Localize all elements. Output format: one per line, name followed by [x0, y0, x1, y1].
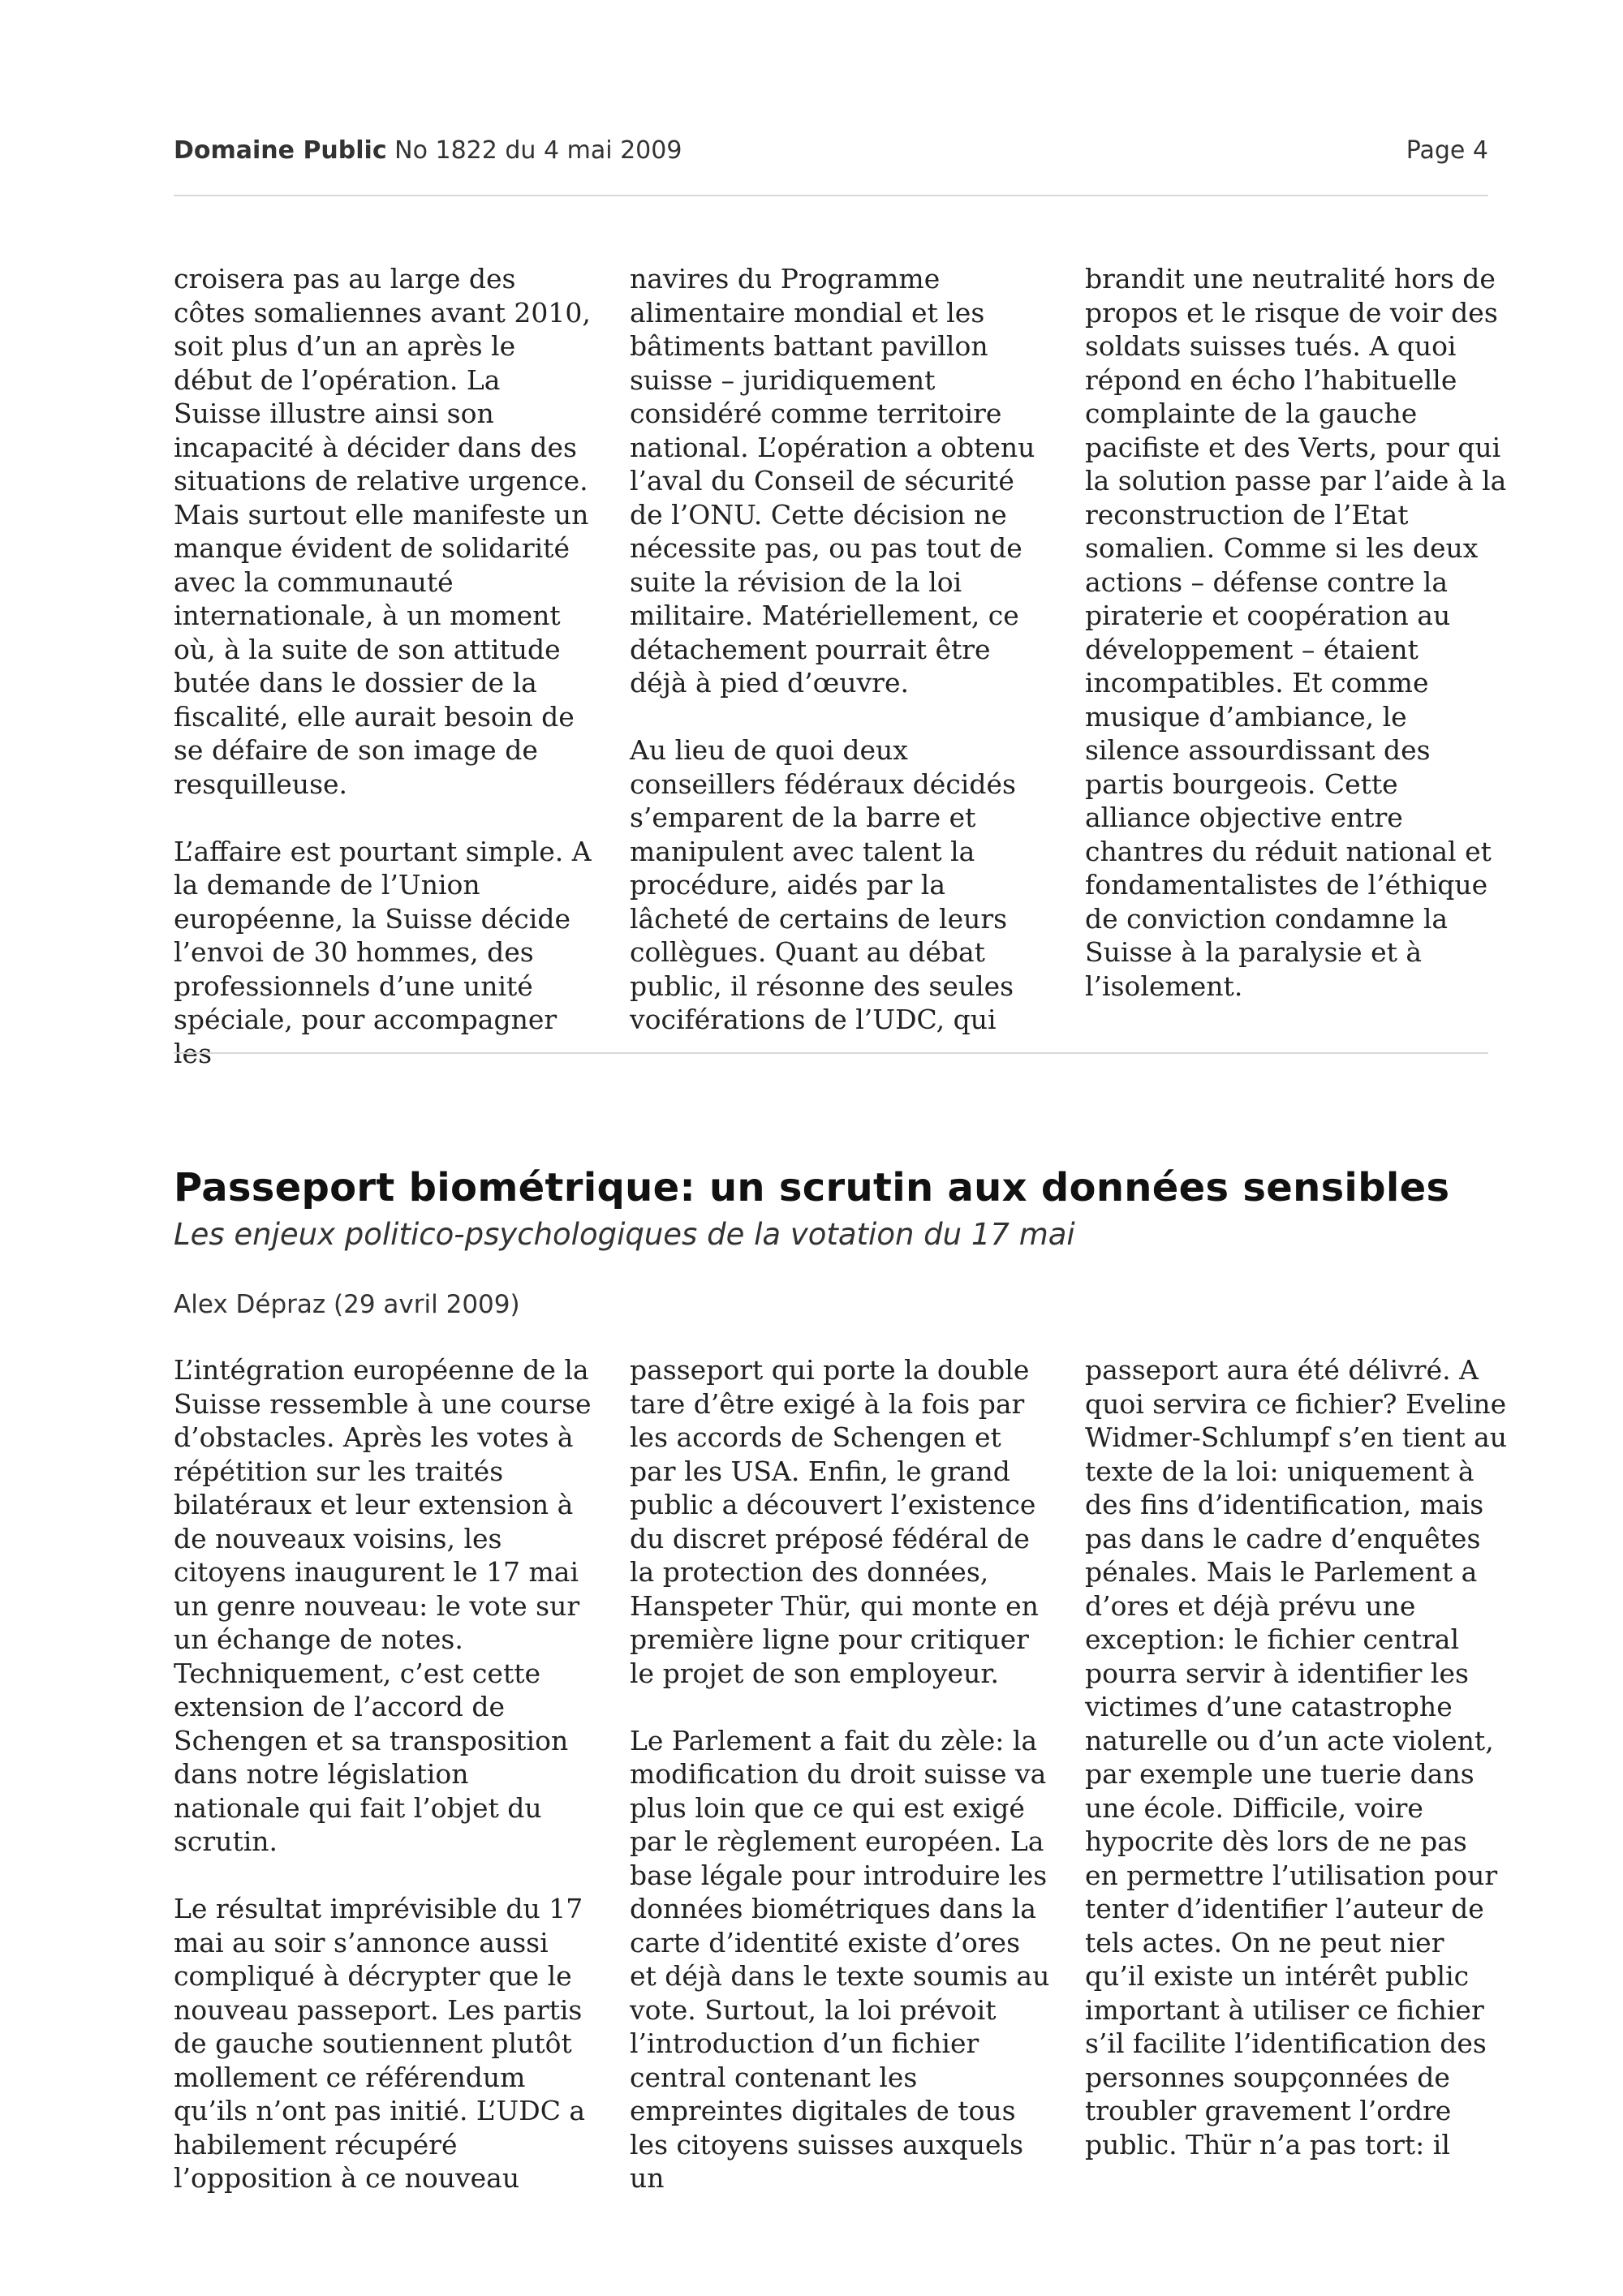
article-column-1 — [174, 1353, 596, 2195]
header-divider — [174, 195, 1488, 196]
paragraph: navires du Programme alimentaire mondial et les bâtiments battant pavillon suisse – juridiquement considéré comme territoire national. L’opération a obtenu l’aval du Conseil de sécurité de l’ONU. Cette décision ne nécessite pas, ou pas tout de suite la révision de la loi militaire. Matériellement, ce détachement pourrait être déjà à pied d’œuvre. — [630, 263, 1035, 699]
page-number: Page 4 — [1406, 136, 1488, 165]
paragraph: passeport qui porte la double tare d’être exigé à la fois par les accords de Schengen et par les USA. Enfin, le grand public a découvert l’existence du discret préposé fédéral de la protection des données, Hanspeter Thür, qui monte en première ligne pour critiquer le projet de son employeur. — [630, 1354, 1039, 1689]
prev-article-column-1 — [174, 262, 596, 1070]
issue-info: No 1822 du 4 mai 2009 — [394, 136, 682, 165]
page-header — [174, 136, 1488, 169]
article-column-2 — [630, 1353, 1052, 2195]
prev-article-column-2 — [630, 262, 1052, 1037]
article-byline: Alex Dépraz (29 avril 2009) — [174, 1290, 520, 1319]
paragraph: L’affaire est pourtant simple. A la demande de l’Union européenne, la Suisse décide l’envoi de 30 hommes, des professionnels d’une unité spéciale, pour accompagner les — [174, 835, 592, 1069]
paragraph: croisera pas au large des côtes somaliennes avant 2010, soit plus d’un an après le début de l’opération. La Suisse illustre ainsi son incapacité à décider dans des situations de relative urgence. Mais surtout elle manifeste un manque évident de solidarité avec la communauté internationale, à un moment où, à la suite de son attitude butée dans le dossier de la fiscalité, elle aurait besoin de se défaire de son image de resquilleuse. — [174, 263, 591, 800]
article-column-3 — [1085, 1353, 1507, 2161]
prev-article-column-3 — [1085, 262, 1507, 1003]
paragraph: Le résultat imprévisible du 17 mai au soir s’annonce aussi compliqué à décrypter que le nouveau passeport. Les partis de gauche soutiennent plutôt mollement ce référendum qu’ils n’ont pas initié. L’UDC a habilement récupéré l’opposition à ce nouveau — [174, 1893, 586, 2194]
paragraph: Au lieu de quoi deux conseillers fédéraux décidés s’emparent de la barre et manipulent avec talent la procédure, aidés par la lâcheté de certains de leurs collègues. Quant au débat public, il résonne des seules vociférations de l’UDC, qui — [630, 734, 1016, 1035]
publication-name: Domaine Public — [174, 136, 387, 165]
article-divider — [174, 1052, 1488, 1054]
paragraph: passeport aura été délivré. A quoi servira ce fichier? Eveline Widmer-Schlumpf s’en tient au texte de la loi: uniquement à des fins d’identification, mais pas dans le cadre d’enquêtes pénales. Mais le Parlement a d’ores et déjà prévu une exception: le fichier central pourra servir à identifier les victimes d’une catastrophe naturelle ou d’un acte violent, par exemple une tuerie dans une école. Difficile, voire hypocrite dès lors de ne pas en permettre l’utilisation pour tenter d’identifier l’auteur de tels actes. On ne peut nier qu’il existe un intérêt public important à utiliser ce fichier s’il facilite l’identification des personnes soupçonnées de troubler gravement l’ordre public. Thür n’a pas tort: il — [1085, 1354, 1508, 2161]
paragraph: Le Parlement a fait du zèle: la modification du droit suisse va plus loin que ce qui est exigé par le règlement européen. La base légale pour introduire les données biométriques dans la carte d’identité existe d’ores et déjà dans le texte soumis au vote. Surtout, la loi prévoit l’introduction d’un fichier central contenant les empreintes digitales de tous les citoyens suisses auxquels un — [630, 1724, 1050, 2194]
article-subtitle: Les enjeux politico-psychologiques de la votation du 17 mai — [174, 1217, 1075, 1252]
article-title: Passeport biométrique: un scrutin aux données sensibles — [174, 1165, 1450, 1210]
paragraph: L’intégration européenne de la Suisse ressemble à une course d’obstacles. Après les votes à répétition sur les traités bilatéraux et leur extension à de nouveaux voisins, les citoyens inaugurent le 17 mai un genre nouveau: le vote sur un échange de notes. Techniquement, c’est cette extension de l’accord de Schengen et sa transposition dans notre législation nationale qui fait l’objet du scrutin. — [174, 1354, 592, 1857]
paragraph: brandit une neutralité hors de propos et le risque de voir des soldats suisses tués. A quoi répond en écho l’habituelle complainte de la gauche pacifiste et des Verts, pour qui la solution passe par l’aide à la reconstruction de l’Etat somalien. Comme si les deux actions – défense contre la piraterie et coopération au développement – étaient incompatibles. Et comme musique d’ambiance, le silence assourdissant des partis bourgeois. Cette alliance objective entre chantres du réduit national et fondamentalistes de l’éthique de conviction condamne la Suisse à la paralysie et à l’isolement. — [1085, 263, 1507, 1002]
